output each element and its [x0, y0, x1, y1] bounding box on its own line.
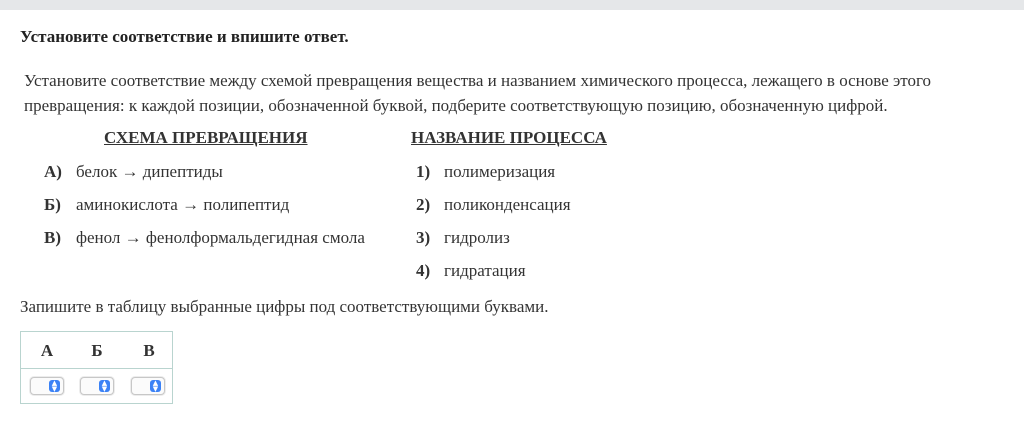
scheme-item-a	[44, 162, 223, 182]
answer-header-a: А	[40, 341, 54, 360]
answer-select-v[interactable]	[131, 377, 165, 395]
scheme-item-b	[44, 195, 289, 215]
right-column-header: НАЗВАНИЕ ПРОЦЕССА	[411, 128, 607, 147]
scheme-item-key: А)	[44, 162, 62, 181]
process-item-key: 3)	[416, 228, 431, 247]
scheme-item-text: белок → дипептиды	[76, 162, 223, 181]
table-divider	[21, 368, 172, 369]
answer-header-b: Б	[91, 341, 103, 360]
task-instructions: Установите соответствие между схемой превращения вещества и названием химического процесса, лежащего в основе этого превращения: к каждой позиции, обозначенной буквой, подберите соответствующую позицию, обозначенную цифрой.	[24, 71, 932, 115]
answer-table	[20, 331, 173, 404]
select-arrows-icon: ▲ ▼	[150, 380, 161, 392]
process-item-4	[416, 261, 526, 281]
select-arrows-icon: ▲ ▼	[49, 380, 60, 392]
answer-instruction: Запишите в таблицу выбранные цифры под соответствующими буквами.	[20, 297, 549, 316]
top-bar	[0, 0, 1024, 10]
scheme-item-v	[44, 228, 365, 248]
process-item-key: 2)	[416, 195, 431, 214]
task-title: Установите соответствие и впишите ответ.	[20, 27, 349, 46]
answer-header-v: В	[143, 341, 155, 360]
scheme-item-key: В)	[44, 228, 61, 247]
process-item-3	[416, 228, 510, 248]
answer-select-b[interactable]	[80, 377, 114, 395]
select-arrows-icon: ▲ ▼	[99, 380, 110, 392]
process-item-text: поликонденсация	[444, 195, 571, 214]
process-item-2	[416, 195, 571, 215]
scheme-item-text: аминокислота → полипептид	[76, 195, 290, 214]
answer-select-a[interactable]	[30, 377, 64, 395]
process-item-key: 4)	[416, 261, 431, 280]
process-item-text: гидролиз	[444, 228, 510, 247]
process-item-1	[416, 162, 555, 182]
process-item-key: 1)	[416, 162, 431, 181]
process-item-text: полимеризация	[444, 162, 556, 181]
process-item-text: гидратация	[444, 261, 526, 280]
scheme-item-text: фенол → фенолформальдегидная смола	[76, 228, 365, 247]
scheme-item-key: Б)	[44, 195, 61, 214]
left-column-header: СХЕМА ПРЕВРАЩЕНИЯ	[104, 128, 308, 147]
